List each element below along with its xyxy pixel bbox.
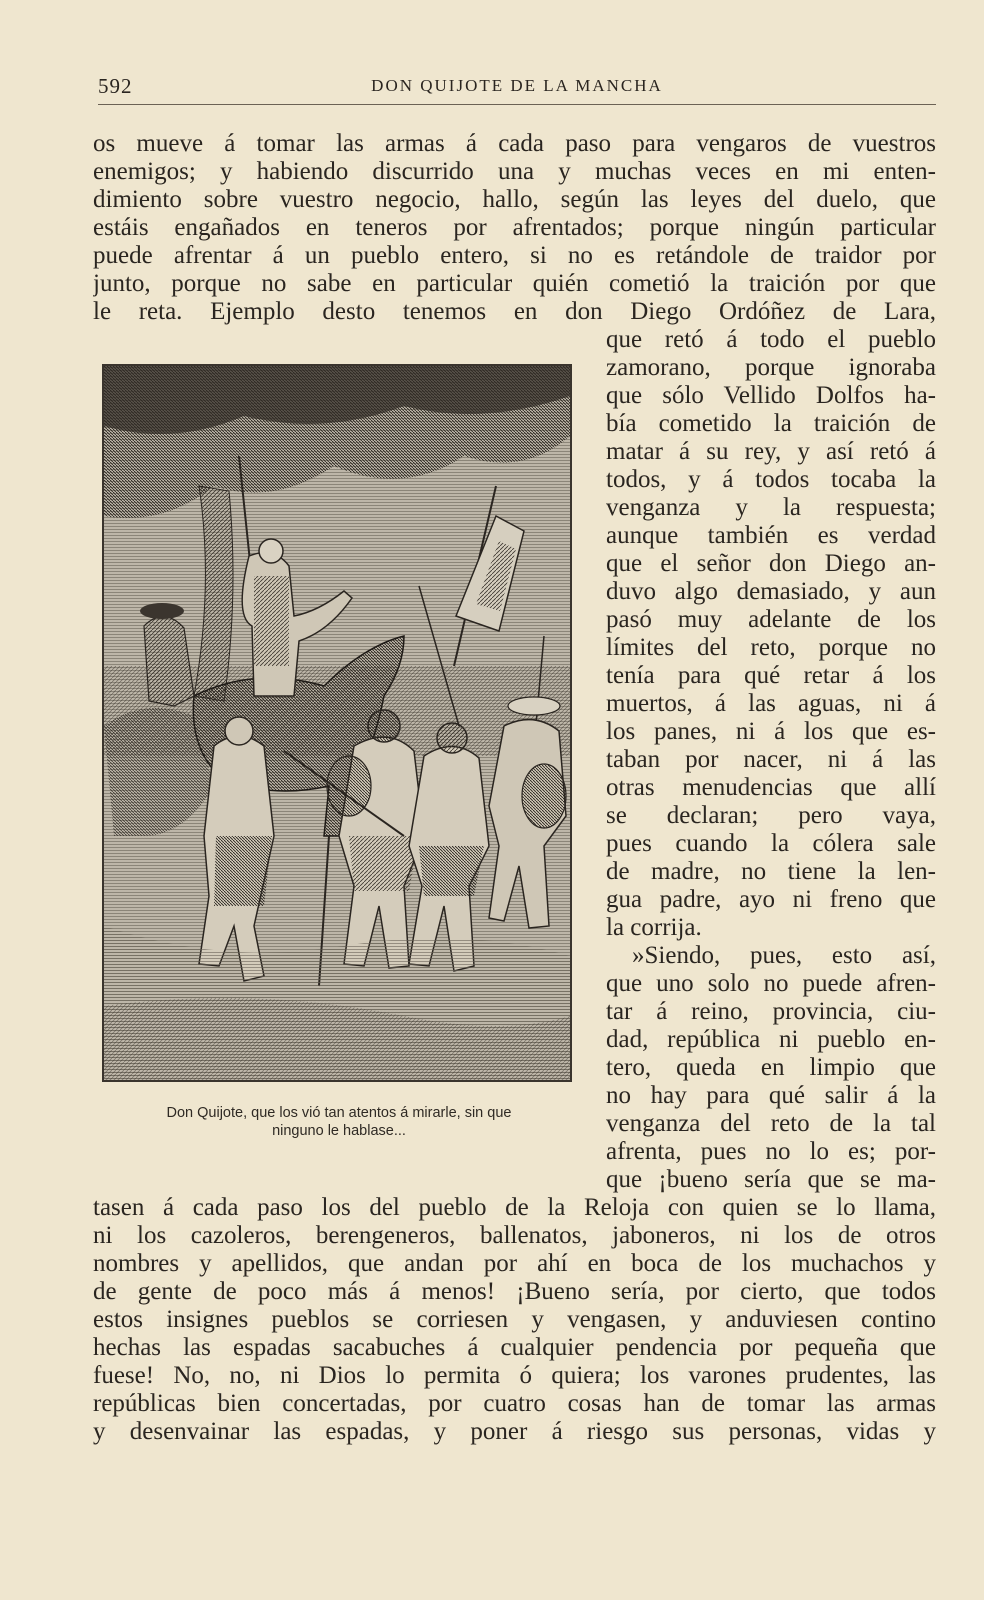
text-line: los panes, ni á los que es-: [606, 718, 936, 745]
caption-line: Don Quijote, que los vió tan atentos á mirarle, sin que: [166, 1105, 512, 1121]
text-line: venganza del reto de la tal: [606, 1110, 936, 1137]
text-line: límites del reto, porque no: [606, 634, 936, 661]
text-line: repúblicas bien concertadas, por cuatro cosas han de tomar las armas: [93, 1390, 936, 1417]
text-line: le reta. Ejemplo desto tenemos en don Diego Ordóñez de Lara,: [93, 298, 936, 325]
text-line: matar á su rey, y así retó á: [606, 438, 936, 465]
text-line: nombres y apellidos, que andan por ahí en boca de los muchachos y: [93, 1250, 936, 1277]
running-title: DON QUIJOTE DE LA MANCHA: [371, 76, 663, 95]
text-line: junto, porque no sabe en particular quién cometió la traición por que: [93, 270, 936, 297]
text-line: que ¡bueno sería que se ma-: [606, 1166, 936, 1193]
text-line: tar á reino, provincia, ciu-: [606, 998, 936, 1025]
page-number: 592: [98, 74, 133, 98]
text-line: tero, queda en limpio que: [606, 1054, 936, 1081]
text-line: de gente de poco más á menos! ¡Bueno sería, por cierto, que todos: [93, 1278, 936, 1305]
text-line: zamorano, porque ignoraba: [606, 354, 936, 381]
text-line: enemigos; y habiendo discurrido una y muchas veces en mi enten-: [93, 158, 936, 185]
text-line: aunque también es verdad: [606, 522, 936, 549]
text-line: afrenta, pues no lo es; por-: [606, 1138, 936, 1165]
text-line: de madre, no tiene la len-: [606, 858, 936, 885]
text-line: duvo algo demasiado, y aun: [606, 578, 936, 605]
text-line: que uno solo no puede afren-: [606, 970, 936, 997]
text-line: hechas las espadas sacabuches á cualquier pendencia por pequeña que: [93, 1334, 936, 1361]
text-line: »Siendo, pues, esto así,: [632, 942, 936, 969]
text-line: estos insignes pueblos se corriesen y vengasen, y anduviesen contino: [93, 1306, 936, 1333]
text-line: se declaran; pero vaya,: [606, 802, 936, 829]
text-line: venganza y la respuesta;: [606, 494, 936, 521]
text-line: que el señor don Diego an-: [606, 550, 936, 577]
text-line: otras menudencias que allí: [606, 774, 936, 801]
text-line: que sólo Vellido Dolfos ha-: [606, 382, 936, 409]
text-line: dad, república ni pueblo en-: [606, 1026, 936, 1053]
text-line: ni los cazoleros, berengeneros, ballenatos, jaboneros, ni los de otros: [93, 1222, 936, 1249]
text-line: fuese! No, no, ni Dios lo permita ó quiera; los varones prudentes, las: [93, 1362, 936, 1389]
text-line: dimiento sobre vuestro negocio, hallo, según las leyes del duelo, que: [93, 186, 936, 213]
text-line: pues cuando la cólera sale: [606, 830, 936, 857]
text-line: tasen á cada paso los del pueblo de la Reloja con quien se lo llama,: [93, 1194, 936, 1221]
text-line: estáis engañados en teneros por afrentados; porque ningún particular: [93, 214, 936, 241]
engraving-illustration: [102, 364, 572, 1082]
text-line: muertos, á las aguas, ni á: [606, 690, 936, 717]
text-line: gua padre, ayo ni freno que: [606, 886, 936, 913]
text-line: bía cometido la traición de: [606, 410, 936, 437]
text-line: todos, y á todos tocaba la: [606, 466, 936, 493]
text-line: pasó muy adelante de los: [606, 606, 936, 633]
page-header: [98, 70, 936, 105]
caption-line: ninguno le hablase...: [272, 1123, 406, 1139]
text-line: os mueve á tomar las armas á cada paso para vengaros de vuestros: [93, 130, 936, 157]
illustration-caption: [104, 1104, 574, 1140]
text-line: no hay para qué salir á la: [606, 1082, 936, 1109]
text-line: la corrija.: [606, 914, 702, 941]
text-line: puede afrentar á un pueblo entero, si no es retándole de traidor por: [93, 242, 936, 269]
text-line: taban por nacer, ni á las: [606, 746, 936, 773]
text-line: tenía para qué retar á los: [606, 662, 936, 689]
text-line: y desenvainar las espadas, y poner á riesgo sus personas, vidas y: [93, 1418, 936, 1445]
text-line: que retó á todo el pueblo: [606, 326, 936, 353]
